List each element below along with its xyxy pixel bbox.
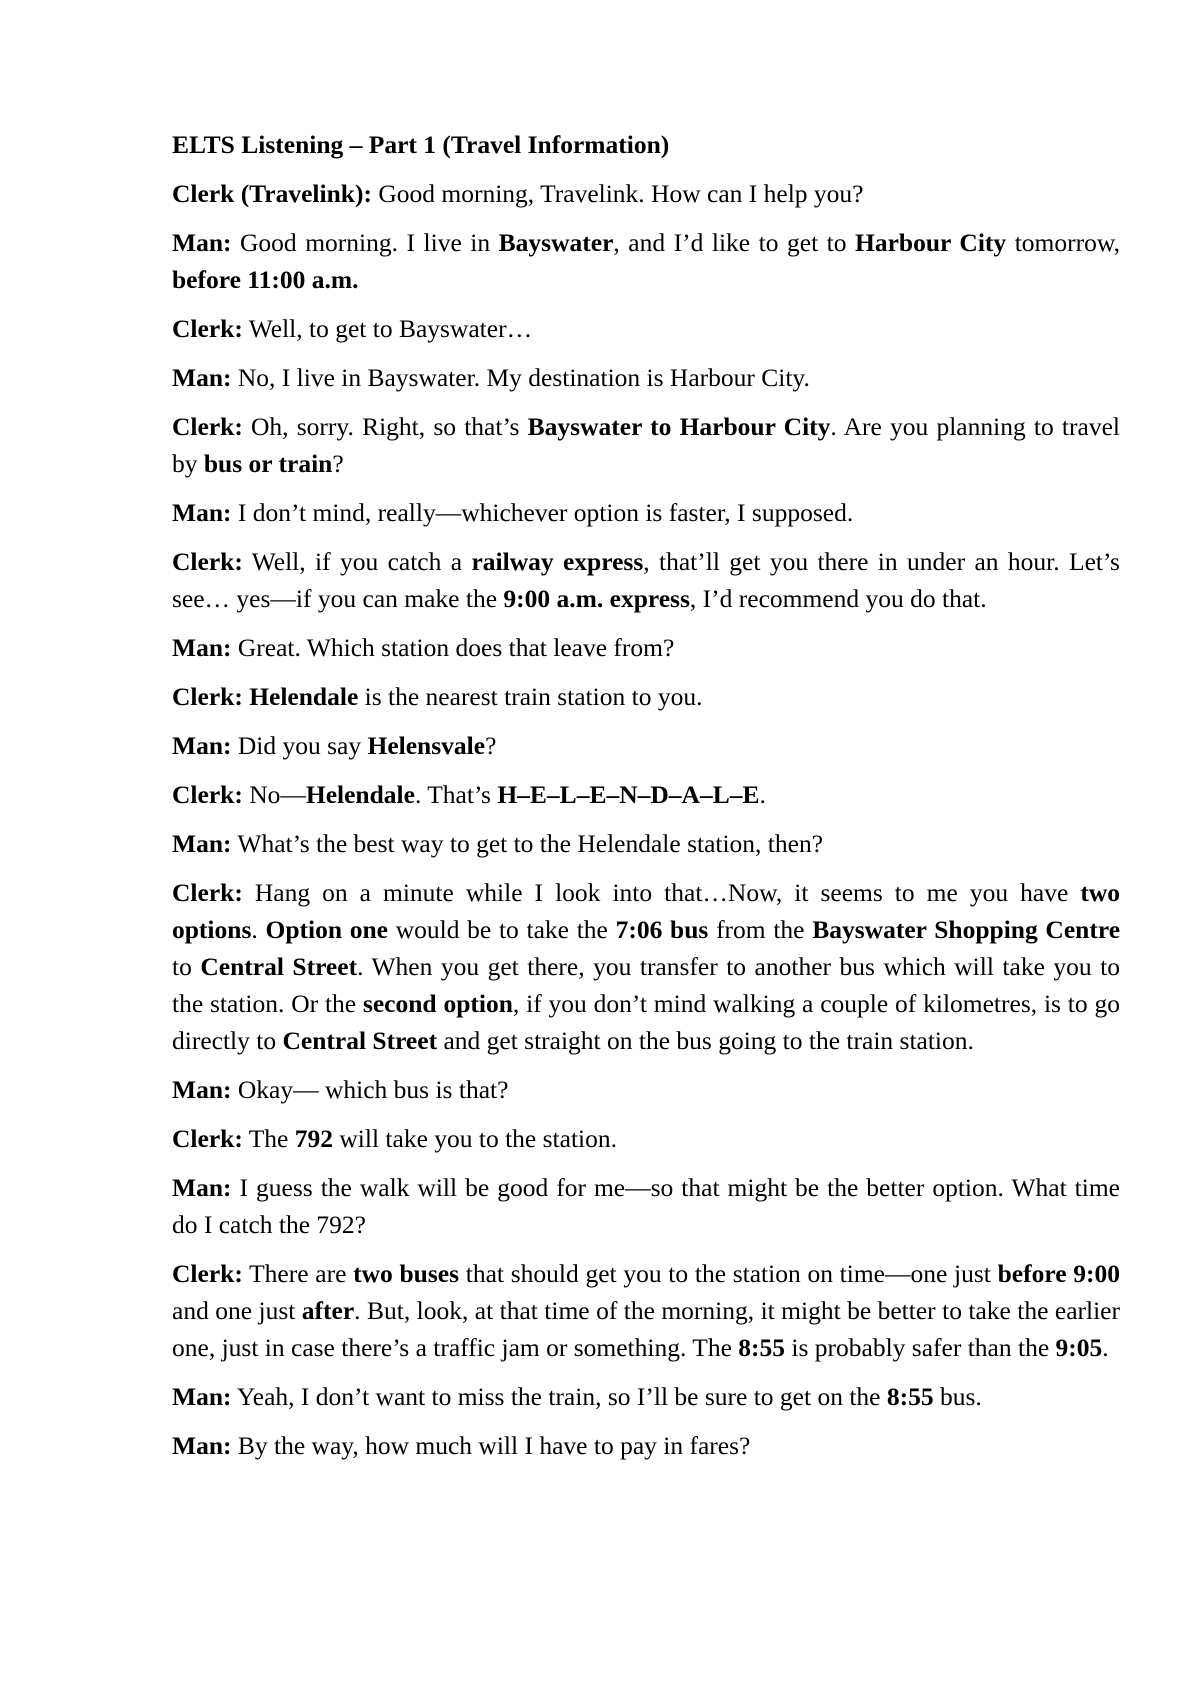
emphasized-text: 9:05 — [1055, 1333, 1103, 1362]
dialogue-text: There are — [242, 1259, 354, 1288]
dialogue-text: to — [172, 952, 201, 981]
emphasized-text: Helendale — [242, 682, 359, 711]
speaker-label: Clerk: — [172, 412, 243, 441]
dialogue-text: . But, look, at that time of the morning, it might be better to take the earlier one, just in case there’s a traffic jam or something. The — [172, 1296, 1120, 1362]
emphasized-text: railway express — [471, 547, 644, 576]
speaker-label: Clerk: — [172, 547, 243, 576]
dialogue-text: , if you don’t mind walking a couple of kilometres, is to go directly to — [172, 989, 1120, 1055]
speaker-label: Clerk: — [172, 314, 243, 343]
speaker-label: Man: — [172, 498, 232, 527]
emphasized-text: before 9:00 — [997, 1259, 1120, 1288]
dialogue-text: The — [242, 1124, 295, 1153]
dialogue-text: Did you say — [231, 731, 368, 760]
dialogue-text: and get straight on the bus going to the train station. — [437, 1026, 974, 1055]
dialogue-line — [172, 727, 1120, 764]
dialogue-text: and one just — [172, 1296, 302, 1325]
dialogue-text: Well, to get to Bayswater… — [242, 314, 533, 343]
dialogue-line — [172, 776, 1120, 813]
emphasized-text: Bayswater Shopping Centre — [812, 915, 1121, 944]
dialogue-text: ? — [485, 731, 497, 760]
emphasized-text: second option — [362, 989, 513, 1018]
dialogue-text: from the — [708, 915, 813, 944]
emphasized-text: Helensvale — [367, 731, 486, 760]
dialogue-text: What’s the best way to get to the Helendale station, then? — [231, 829, 824, 858]
dialogue-text: I don’t mind, really—whichever option is faster, I supposed. — [231, 498, 854, 527]
dialogue-text: . — [1102, 1333, 1109, 1362]
dialogue-text: , and I’d like to get to — [613, 228, 856, 257]
dialogue-line — [172, 1169, 1120, 1243]
dialogue-text: . — [759, 780, 766, 809]
dialogue-line — [172, 543, 1120, 617]
dialogue-line — [172, 175, 1120, 212]
dialogue-line — [172, 224, 1120, 298]
dialogue-text: that should get you to the station on time—one just — [459, 1259, 998, 1288]
emphasized-text: two options — [172, 878, 1120, 944]
dialogue-line — [172, 408, 1120, 482]
speaker-label: Clerk (Travelink): — [172, 179, 372, 208]
dialogue-text: I guess the walk will be good for me—so that might be the better option. What time do I catch the 792? — [172, 1173, 1120, 1239]
emphasized-text: 8:55 — [738, 1333, 786, 1362]
dialogue-line — [172, 629, 1120, 666]
emphasized-text: 792 — [294, 1124, 333, 1153]
speaker-label: Man: — [172, 633, 232, 662]
emphasized-text: Option one — [265, 915, 388, 944]
dialogue-line — [172, 825, 1120, 862]
document-title: ELTS Listening – Part 1 (Travel Information) — [172, 130, 670, 159]
dialogue-text: Okay— which bus is that? — [231, 1075, 509, 1104]
dialogue-line — [172, 874, 1120, 1059]
speaker-label: Man: — [172, 731, 232, 760]
dialogue-text: . That’s — [414, 780, 498, 809]
emphasized-text: Bayswater — [498, 228, 614, 257]
speaker-label: Clerk: — [172, 1124, 243, 1153]
emphasized-text: Helendale — [305, 780, 415, 809]
dialogue-text: No, I live in Bayswater. My destination is Harbour City. — [231, 363, 810, 392]
emphasized-text: 9:00 a.m. express — [503, 584, 690, 613]
dialogue-text: , that’ll get you there in under an hour. Let’s see… yes—if you can make the — [172, 547, 1120, 613]
speaker-label: Man: — [172, 1075, 232, 1104]
speaker-label: Man: — [172, 363, 232, 392]
speaker-label: Man: — [172, 1382, 232, 1411]
dialogue-line — [172, 359, 1120, 396]
speaker-label: Clerk: — [172, 1259, 243, 1288]
dialogue-text: would be to take the — [387, 915, 616, 944]
dialogue-text: By the way, how much will I have to pay in fares? — [231, 1431, 751, 1460]
emphasized-text: 8:55 — [886, 1382, 934, 1411]
emphasized-text: 7:06 bus — [615, 915, 709, 944]
dialogue-text: . Are you planning to travel by — [172, 412, 1120, 478]
speaker-label: Clerk: — [172, 878, 243, 907]
dialogue-text: ? — [332, 449, 344, 478]
emphasized-text: before 11:00 a.m. — [172, 265, 359, 294]
dialogue-line — [172, 1071, 1120, 1108]
emphasized-text: two buses — [353, 1259, 460, 1288]
emphasized-text: Bayswater to Harbour City — [527, 412, 831, 441]
speaker-label: Man: — [172, 1173, 232, 1202]
dialogue-text: Great. Which station does that leave from? — [231, 633, 675, 662]
emphasized-text: H–E–L–E–N–D–A–L–E — [497, 780, 760, 809]
dialogue-text: Good morning, Travelink. How can I help you? — [371, 179, 864, 208]
emphasized-text: after — [301, 1296, 355, 1325]
dialogue-text: , I’d recommend you do that. — [689, 584, 987, 613]
speaker-label: Man: — [172, 228, 232, 257]
emphasized-text: Central Street — [200, 952, 358, 981]
document-page — [172, 126, 1120, 1476]
dialogue-text: Hang on a minute while I look into that…Now, it seems to me you have — [242, 878, 1081, 907]
dialogue-text: will take you to the station. — [333, 1124, 617, 1153]
dialogue-line — [172, 494, 1120, 531]
dialogue-text: Yeah, I don’t want to miss the train, so I’ll be sure to get on the — [231, 1382, 887, 1411]
dialogue-line — [172, 310, 1120, 347]
dialogue-line — [172, 1427, 1120, 1464]
speaker-label: Clerk: — [172, 780, 243, 809]
emphasized-text: bus or train — [203, 449, 333, 478]
dialogue-text: No— — [242, 780, 306, 809]
dialogue-text: . When you get there, you transfer to another bus which will take you to the station. Or the — [172, 952, 1120, 1018]
dialogue-text: tomorrow, — [1006, 228, 1120, 257]
dialogue-line — [172, 678, 1120, 715]
dialogue-text: Well, if you catch a — [242, 547, 472, 576]
dialogue-line — [172, 1255, 1120, 1366]
speaker-label: Clerk: — [172, 682, 243, 711]
dialogue-text: Oh, sorry. Right, so that’s — [242, 412, 528, 441]
dialogue-text: is the nearest train station to you. — [358, 682, 703, 711]
dialogue-list — [172, 175, 1120, 1464]
dialogue-text: is probably safer than the — [785, 1333, 1056, 1362]
dialogue-line — [172, 1120, 1120, 1157]
dialogue-text: Good morning. I live in — [231, 228, 499, 257]
dialogue-text: . — [251, 915, 266, 944]
dialogue-text: bus. — [933, 1382, 982, 1411]
speaker-label: Man: — [172, 1431, 232, 1460]
emphasized-text: Harbour City — [855, 228, 1007, 257]
speaker-label: Man: — [172, 829, 232, 858]
dialogue-line — [172, 1378, 1120, 1415]
emphasized-text: Central Street — [282, 1026, 438, 1055]
